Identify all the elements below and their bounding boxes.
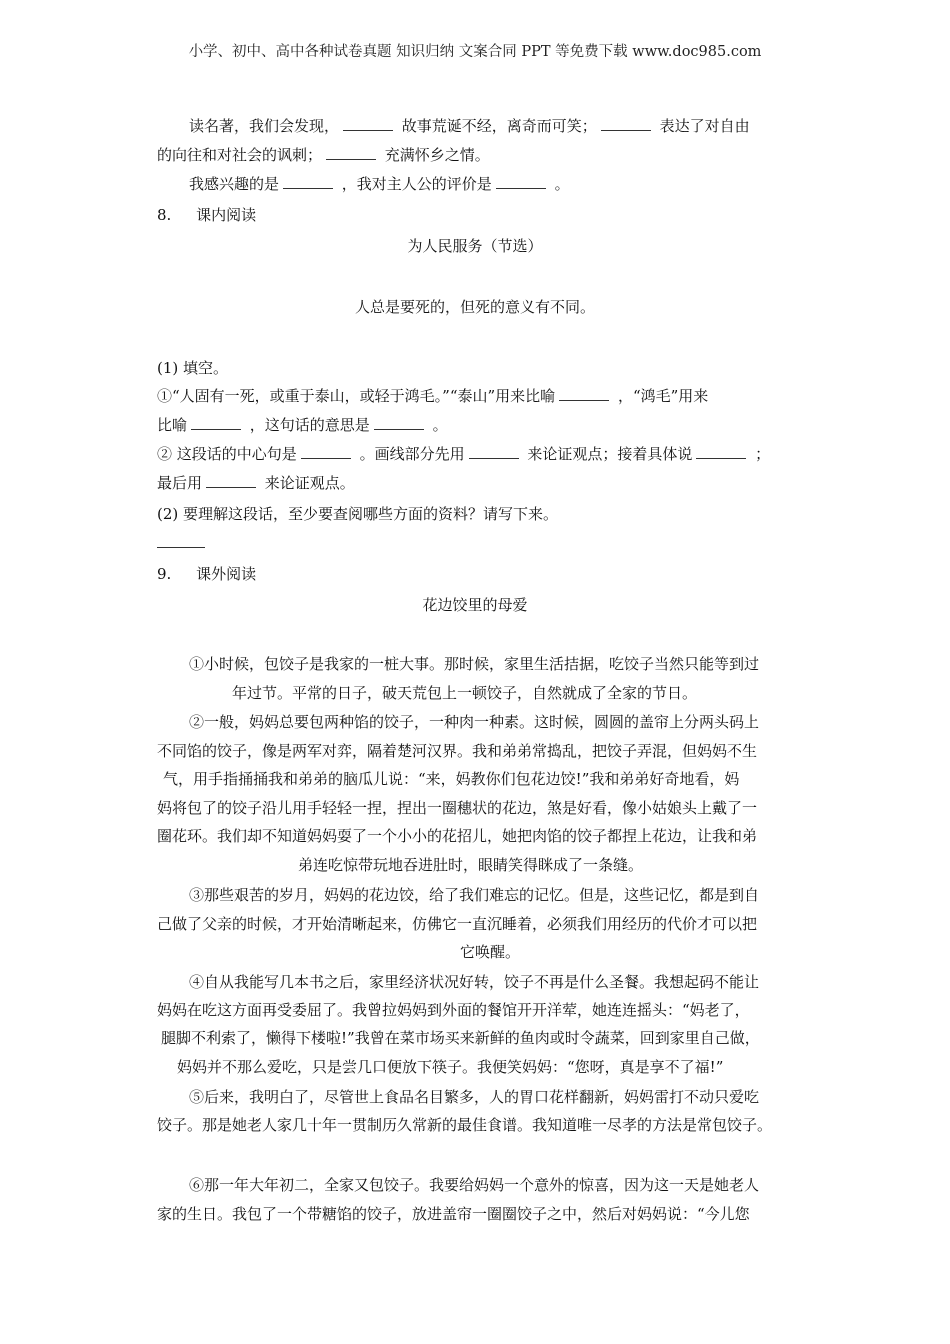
q8-text: ，这句话的意思是 <box>249 416 370 434</box>
answer-blank[interactable] <box>469 444 519 459</box>
q8-text: ①“人固有一死，或重于泰山，或轻于鸿毛。”“泰山”用来比喻 <box>157 387 556 405</box>
q8-text: 来论证观点。 <box>264 474 355 492</box>
passage-line: 不同馅的饺子，像是两军对弈，隔着楚河汉界。我和弟弟常捣乱，把饺子弄混，但妈妈不生 <box>157 742 758 760</box>
answer-blank[interactable] <box>696 444 746 459</box>
answer-blank[interactable] <box>601 116 651 131</box>
answer-blank[interactable] <box>301 444 351 459</box>
answer-blank[interactable] <box>496 174 546 189</box>
passage-line: ⑤后来，我明白了，尽管世上食品名目繁多，人的胃口花样翻新，妈妈雷打不动只爱吃 <box>189 1088 760 1106</box>
passage-line: 妈将包了的饺子沿儿用手轻轻一捏，捏出一圈穗状的花边，煞是好看，像小姑娘头上戴了一 <box>157 799 758 817</box>
q7-text: 。 <box>554 175 570 193</box>
q9-title: 花边饺里的母爱 <box>422 596 528 614</box>
answer-blank[interactable] <box>374 415 424 430</box>
q8-text: ，“鸿毛”用来 <box>617 387 709 405</box>
question-label: 课内阅读 <box>196 206 257 224</box>
passage-line: 年过节。平常的日子，破天荒包上一顿饺子，自然就成了全家的节日。 <box>232 684 698 702</box>
passage-line: 圈花环。我们却不知道妈妈耍了一个小小的花招儿，她把肉馅的饺子都捏上花边，让我和弟 <box>157 827 758 845</box>
passage-line: 饺子。那是她老人家几十年一贯制历久常新的最佳食谱。我知道唯一尽孝的方法是常包饺子。 <box>157 1116 773 1134</box>
passage-line: ⑥那一年大年初二，全家又包饺子。我要给妈妈一个意外的惊喜，因为这一天是她老人 <box>189 1176 760 1194</box>
passage-line: 腿脚不利索了，懒得下楼啦!”我曾在菜市场买来新鲜的鱼肉或时令蔬菜，回到家里自己做， <box>161 1029 760 1047</box>
question-label: 课外阅读 <box>196 565 257 583</box>
passage-line: 妈妈并不那么爱吃，只是尝几口便放下筷子。我便笑妈妈：“您呀，真是享不了福!” <box>177 1058 724 1076</box>
q8-part-1: (1) 填空。 <box>157 359 229 377</box>
q8-heading <box>157 204 256 226</box>
q8-line-4 <box>157 472 355 494</box>
q7-text: 故事荒诞不经，离奇而可笑； <box>401 117 597 135</box>
q9-heading <box>157 563 256 585</box>
passage-line: 弟连吃惊带玩地吞进肚时，眼睛笑得眯成了一条缝。 <box>298 856 644 874</box>
q7-line-1 <box>189 115 750 137</box>
answer-blank[interactable] <box>283 174 333 189</box>
answer-blank[interactable] <box>343 116 393 131</box>
q8-text: ② 这段话的中心句是 <box>157 445 297 463</box>
q8-text: ； <box>755 445 771 463</box>
q8-quote: 人总是要死的，但死的意义有不同。 <box>354 298 595 316</box>
answer-blank[interactable] <box>326 145 376 160</box>
question-number: 9. <box>157 565 172 583</box>
q8-text: 。 <box>432 416 448 434</box>
q8-title: 为人民服务（节选） <box>407 237 543 255</box>
passage-line: ③那些艰苦的岁月，妈妈的花边饺，给了我们难忘的记忆。但是，这些记忆，都是到自 <box>189 886 760 904</box>
q7-text: ，我对主人公的评价是 <box>341 175 492 193</box>
answer-blank[interactable] <box>191 415 241 430</box>
q8-text: 。画线部分先用 <box>359 445 465 463</box>
passage-line: 家的生日。我包了一个带糖馅的饺子，放进盖帘一圈圈饺子之中，然后对妈妈说：“今儿您 <box>157 1205 750 1223</box>
q8-line-1 <box>157 385 708 407</box>
q8-part-2: (2) 要理解这段话，至少要查阅哪些方面的资料？请写下来。 <box>157 505 559 523</box>
answer-blank[interactable] <box>206 473 256 488</box>
q8-text: 比喻 <box>157 416 188 434</box>
passage-line: ④自从我能写几本书之后，家里经济状况好转，饺子不再是什么圣餐。我想起码不能让 <box>189 973 760 991</box>
q7-text: 读名著，我们会发现， <box>189 117 340 135</box>
q8-text: 来论证观点；接着具体说 <box>527 445 693 463</box>
answer-line[interactable] <box>157 547 205 548</box>
passage-line: 己做了父亲的时候，才开始清晰起来，仿佛它一直沉睡着，必须我们用经历的代价才可以把 <box>157 915 758 933</box>
passage-line: 气，用手指捅捅我和弟弟的脑瓜儿说：“来，妈教你们包花边饺!”我和弟弟好奇地看，妈 <box>163 770 740 788</box>
q7-text: 我感兴趣的是 <box>189 175 280 193</box>
passage-line: ①小时候，包饺子是我家的一桩大事。那时候，家里生活拮据，吃饺子当然只能等到过 <box>189 655 760 673</box>
q7-line-3 <box>189 173 570 195</box>
passage-line: 它唤醒。 <box>460 943 521 961</box>
passage-line: ②一般，妈妈总要包两种馅的饺子，一种肉一种素。这时候，圆圆的盖帘上分两头码上 <box>189 713 760 731</box>
q7-text: 表达了对自由 <box>659 117 750 135</box>
q7-text: 充满怀乡之情。 <box>384 146 490 164</box>
question-number: 8. <box>157 206 172 224</box>
passage-line: 妈妈在吃这方面再受委屈了。我曾拉妈妈到外面的餐馆开开洋荤，她连连摇头：“妈老了， <box>157 1001 750 1019</box>
q8-line-3 <box>157 443 770 465</box>
q8-text: 最后用 <box>157 474 203 492</box>
answer-blank[interactable] <box>559 386 609 401</box>
page-header: 小学、初中、高中各种试卷真题 知识归纳 文案合同 PPT 等免费下载 www.doc985.com <box>188 44 762 60</box>
q7-text: 的向往和对社会的讽刺； <box>157 146 323 164</box>
q7-line-2 <box>157 144 490 166</box>
q8-line-2 <box>157 414 448 436</box>
